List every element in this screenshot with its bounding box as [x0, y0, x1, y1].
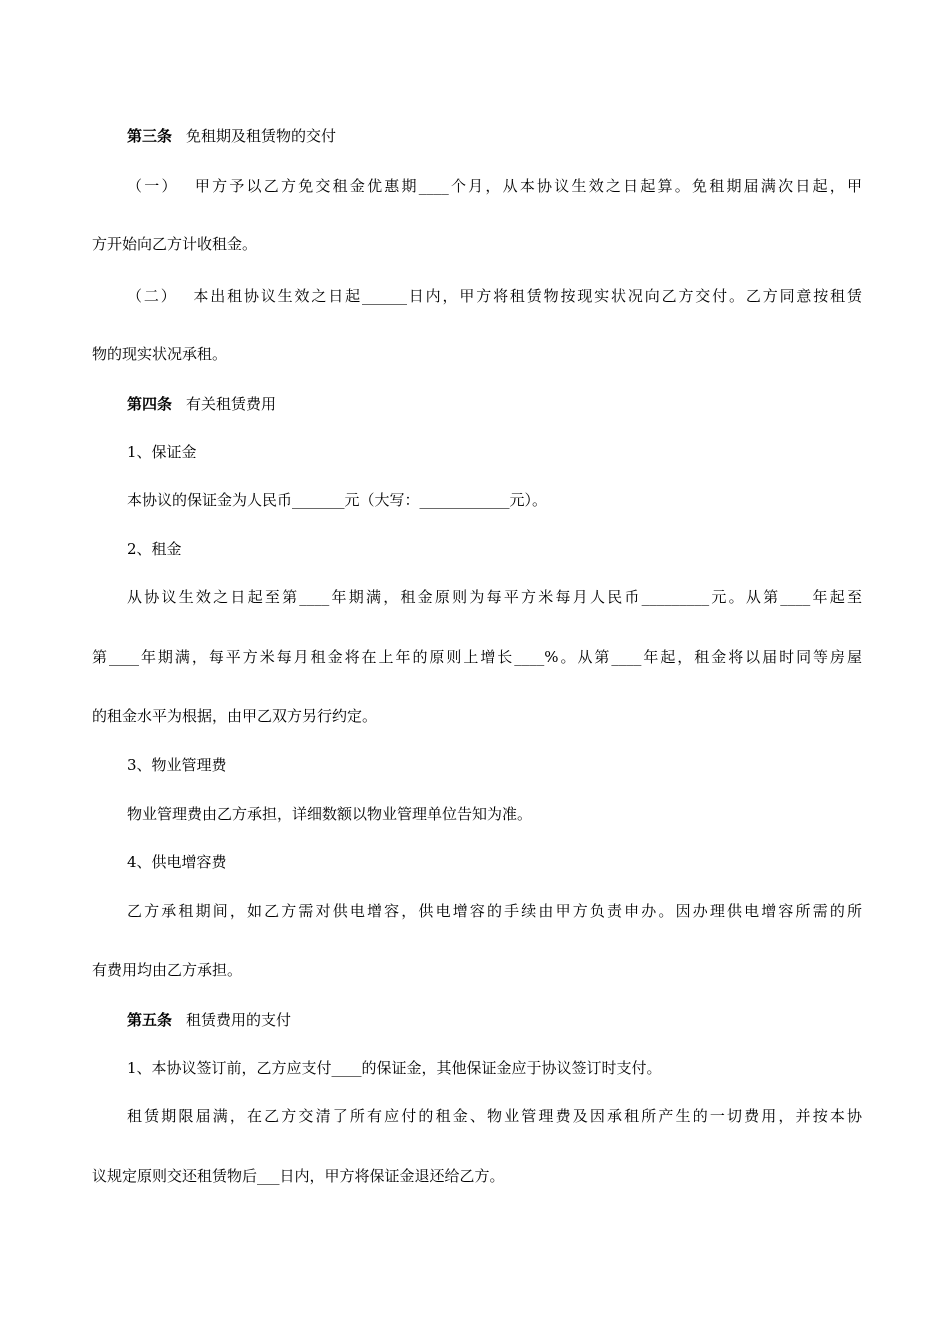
article4-title: 有关租赁费用 — [186, 395, 277, 413]
article3-clause2-line1 — [127, 286, 862, 306]
article4-heading: 第四条 — [127, 395, 173, 413]
article5-title: 租赁费用的支付 — [186, 1011, 292, 1029]
article4-item2-title: 2、租金 — [127, 540, 182, 558]
article3-title: 免租期及租赁物的交付 — [186, 127, 337, 145]
article3-clause2-num: （二） — [127, 287, 178, 305]
article5-heading: 第五条 — [127, 1011, 173, 1029]
article4-item4-line2: 有费用均由乙方承担。 — [92, 961, 243, 979]
article4-item4-line1: 乙方承租期间，如乙方需对供电增容，供电增容的手续由甲方负责申办。因办理供电增容所需的所 — [127, 902, 862, 920]
article4-item1-text: 本协议的保证金为人民币_______元（大写：____________元）。 — [127, 491, 548, 509]
article3-clause2-line2: 物的现实状况承租。 — [92, 345, 228, 363]
article4-item3-text: 物业管理费由乙方承担，详细数额以物业管理单位告知为准。 — [127, 805, 533, 823]
article3-clause1-line2: 方开始向乙方计收租金。 — [92, 235, 258, 253]
article4-item1-title: 1、保证金 — [127, 443, 197, 461]
article5-para-line2: 议规定原则交还租赁物后___日内，甲方将保证金退还给乙方。 — [92, 1167, 505, 1185]
article4-item2-line2: 第____年期满，每平方米每月租金将在上年的原则上增长____%。从第____年起，租金将以届时同等房屋 — [92, 648, 862, 666]
article3-clause1-num: （一） — [127, 177, 179, 195]
article3-heading-line — [127, 126, 862, 146]
article3-clause2-text1: 本出租协议生效之日起______日内，甲方将租赁物按现实状况向乙方交付。乙方同意按租赁 — [191, 287, 862, 305]
article5-para-line1: 租赁期限届满，在乙方交清了所有应付的租金、物业管理费及因承租所产生的一切费用，并按本协 — [127, 1107, 862, 1125]
article4-item3-title: 3、物业管理费 — [127, 756, 227, 774]
article5-item1-text: 1、本协议签订前，乙方应支付____的保证金，其他保证金应于协议签订时支付。 — [127, 1059, 662, 1077]
article3-clause1-line1 — [127, 176, 862, 196]
article5-heading-line — [127, 1010, 862, 1030]
article3-heading: 第三条 — [127, 127, 173, 145]
article4-item2-line3: 的租金水平为根据，由甲乙双方另行约定。 — [92, 707, 378, 725]
article4-heading-line — [127, 394, 862, 414]
article3-clause1-text1: 甲方予以乙方免交租金优惠期____个月，从本协议生效之日起算。免租期届满次日起，甲 — [192, 177, 862, 195]
article4-item4-title: 4、供电增容费 — [127, 853, 227, 871]
article4-item2-line1: 从协议生效之日起至第____年期满，租金原则为每平方米每月人民币_________元。从第____年起至 — [127, 588, 862, 606]
